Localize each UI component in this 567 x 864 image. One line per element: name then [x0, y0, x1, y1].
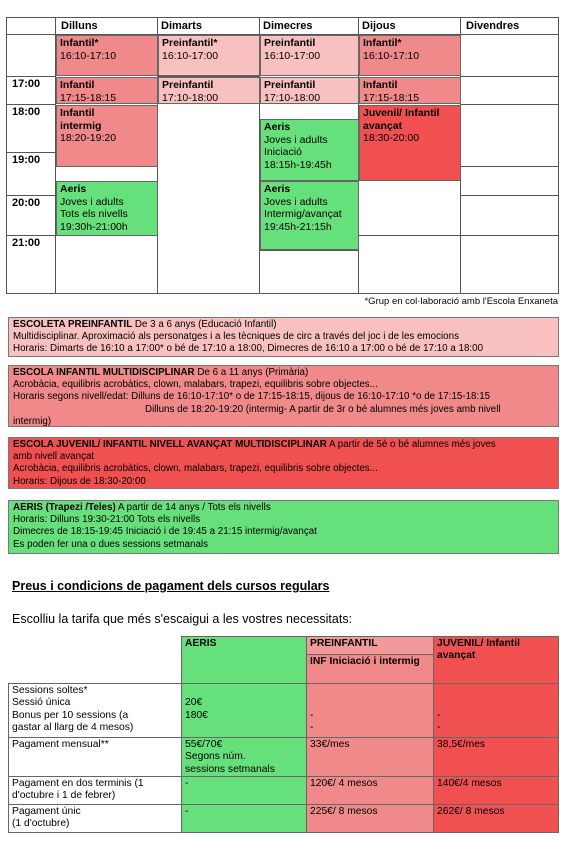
box-line: Dimecres de 18:15-19:45 Iniciació i de 19:45 a 21:15 intermig/avançat	[13, 526, 317, 538]
class-title: Preinfantil	[264, 37, 316, 49]
price-cell: 120€/ 4 mesos	[306, 776, 434, 805]
class-title: Preinfantil	[264, 79, 316, 91]
class-block[interactable]	[158, 77, 260, 104]
price-cell: 55€/70€ Segons núm. sessions setmanals	[181, 737, 307, 777]
box-title: AERIS (Trapezi /Teles)	[13, 502, 116, 513]
time-label: 18:00	[12, 106, 41, 118]
class-title: Infantil	[363, 79, 398, 91]
day-header-wednesday: Dimecres	[263, 20, 313, 32]
class-time: 16:10-17:00	[162, 49, 219, 62]
class-time: 16:10-17:10	[60, 49, 117, 62]
box-subtitle: De 6 a 11 anys (Primària)	[194, 367, 309, 378]
day-header-thursday: Dijous	[362, 20, 396, 32]
box-title: ESCOLETA PREINFANTIL	[13, 319, 133, 330]
row-label: Sessions soltes* Sessió única Bonus per 10 sessions (a gastar al llarg de 4 mesos)	[8, 683, 182, 738]
box-line: Horaris: Dilluns 19:30-21:00 Tots els nivells	[13, 514, 201, 526]
box-line: Es poden fer una o dues sessions setmanals	[13, 538, 208, 550]
price-cell: 38,5€/mes	[433, 737, 559, 777]
class-time: 17:10-18:00	[264, 91, 321, 104]
row-label: Pagament únic (1 d'octubre)	[8, 804, 182, 833]
class-block[interactable]	[260, 181, 359, 250]
class-block[interactable]	[56, 181, 158, 236]
info-box-preinfantil	[8, 317, 559, 357]
class-time: 16:10-17:10	[363, 49, 420, 62]
class-title: Preinfantil	[162, 79, 214, 91]
price-cell: 225€/ 8 mesos	[306, 804, 434, 833]
info-box-juvenil	[8, 437, 559, 489]
class-block[interactable]	[359, 105, 461, 181]
class-block[interactable]	[260, 77, 359, 104]
box-subtitle: A partir de 14 anys / Tots els nivells	[115, 502, 271, 513]
price-cell: 33€/mes	[306, 737, 434, 777]
price-cell: -	[181, 804, 307, 833]
box-line: amb nivell avançat	[13, 451, 95, 463]
prices-intro: Escolliu la tarifa que més s'escaigui a les vostres necessitats:	[12, 612, 353, 626]
time-label: 21:00	[12, 237, 41, 249]
class-time: 16:10-17:00	[264, 49, 321, 62]
box-subtitle: De 3 a 6 anys (Educació Infantil)	[132, 319, 277, 330]
box-line: Multidisciplinar. Aproximació als personatges i a les tècniques de circ a través del joc i de les emocions	[13, 331, 459, 343]
box-subtitle: A partir de 5è o bé alumnes més joves	[326, 439, 496, 450]
day-header-friday: Divendres	[466, 20, 520, 32]
class-level: Tots els nivells	[60, 208, 128, 221]
class-block[interactable]	[158, 35, 260, 76]
class-title: Aeris	[264, 183, 291, 195]
class-block[interactable]	[56, 35, 158, 76]
class-block[interactable]	[260, 35, 359, 76]
schedule-grid	[0, 0, 567, 300]
col-header-preinfantil: PREINFANTIL	[306, 636, 434, 655]
class-time: 18:20-19:20	[60, 132, 117, 145]
class-time: 18:30-20:00	[363, 132, 420, 145]
class-block[interactable]	[359, 77, 461, 104]
class-block[interactable]	[260, 119, 359, 181]
row-label: Pagament en dos terminis (1 d'octubre i 1 de febrer)	[8, 776, 182, 805]
class-title: Infantil*	[60, 37, 99, 49]
box-title: ESCOLA JUVENIL/ INFANTIL NIVELL AVANÇAT MULTIDISCIPLINAR	[13, 439, 327, 450]
col-header-aeris: AERIS	[181, 636, 307, 684]
box-line: Acrobàcia, equilibris acrobàtics, clown, malabars, trapezi, equilibris sobre objectes...	[13, 379, 378, 391]
day-header-tuesday: Dimarts	[161, 20, 202, 32]
prices-heading: Preus i condicions de pagament dels cursos regulars	[12, 579, 330, 593]
box-line: Horaris: Dijous de 18:30-20:00	[13, 475, 146, 487]
class-time: 18:15h-19:45h	[264, 158, 332, 171]
class-time: 17:15-18:15	[363, 91, 420, 104]
class-title: Infantil intermig	[60, 107, 102, 132]
time-label: 17:00	[12, 78, 41, 90]
col-header-juvenil: JUVENIL/ Infantil avançat	[433, 636, 559, 684]
box-line: Horaris: Dimarts de 16:10 a 17:00* o bé de 17:10 a 18:00, Dimecres de 16:10 a 17:00 o bé de 17:10 a 18:00	[13, 343, 484, 355]
price-cell: 262€/ 8 mesos	[433, 804, 559, 833]
class-time: 19:45h-21:15h	[264, 220, 332, 233]
class-block[interactable]	[56, 77, 158, 104]
row-label: Pagament mensual**	[8, 737, 182, 777]
class-block[interactable]	[56, 105, 158, 167]
class-block[interactable]	[359, 35, 461, 76]
class-audience: Joves i adults	[264, 195, 328, 208]
day-header-monday: Dilluns	[61, 20, 98, 32]
time-label: 20:00	[12, 197, 41, 209]
info-box-aeris	[8, 500, 559, 554]
class-level: Intermig/avançat	[264, 208, 342, 221]
class-title: Aeris	[264, 121, 291, 133]
class-title: Aeris	[60, 183, 87, 195]
info-box-infantil	[8, 365, 559, 427]
price-cell: 140€/4 mesos	[433, 776, 559, 805]
class-title: Infantil	[60, 79, 95, 91]
class-audience: Joves i adults	[60, 195, 124, 208]
class-time: 17:10-18:00	[162, 91, 219, 104]
class-time: 19:30h-21:00h	[60, 220, 128, 233]
class-level: Iniciació	[264, 146, 302, 159]
box-line: Dilluns de 18:20-19:20 (intermig- A partir de 3r o bé alumnes més joves amb nivell	[145, 403, 501, 415]
price-cell: - -	[433, 683, 559, 738]
time-label: 19:00	[12, 154, 41, 166]
box-line: intermig)	[13, 415, 52, 427]
box-line: Horaris segons nivell/edat: Dilluns de 16:10-17:10* o de 17:15-18:15, dijous de 16:10-17:10 *o de 17:15-18:15	[13, 391, 491, 403]
col-header-inf: INF Iniciació i intermig	[306, 654, 434, 684]
class-title: Infantil*	[363, 37, 402, 49]
class-title: Preinfantil*	[162, 37, 218, 49]
price-cell: 20€ 180€	[181, 683, 307, 738]
class-time: 17:15-18:15	[60, 91, 117, 104]
price-cell: - -	[306, 683, 434, 738]
schedule-footnote: *Grup en col·laboració amb l'Escola Enxaneta	[364, 296, 558, 307]
class-title: Juvenil/ Infantil avançat	[363, 107, 440, 132]
price-cell: -	[181, 776, 307, 805]
box-title: ESCOLA INFANTIL MULTIDISCIPLINAR	[13, 367, 195, 378]
class-audience: Joves i adults	[264, 133, 328, 146]
box-line: Acrobàcia, equilibris acrobàtics, clown, malabars, trapezi, equilibris sobre objectes...	[13, 463, 378, 475]
